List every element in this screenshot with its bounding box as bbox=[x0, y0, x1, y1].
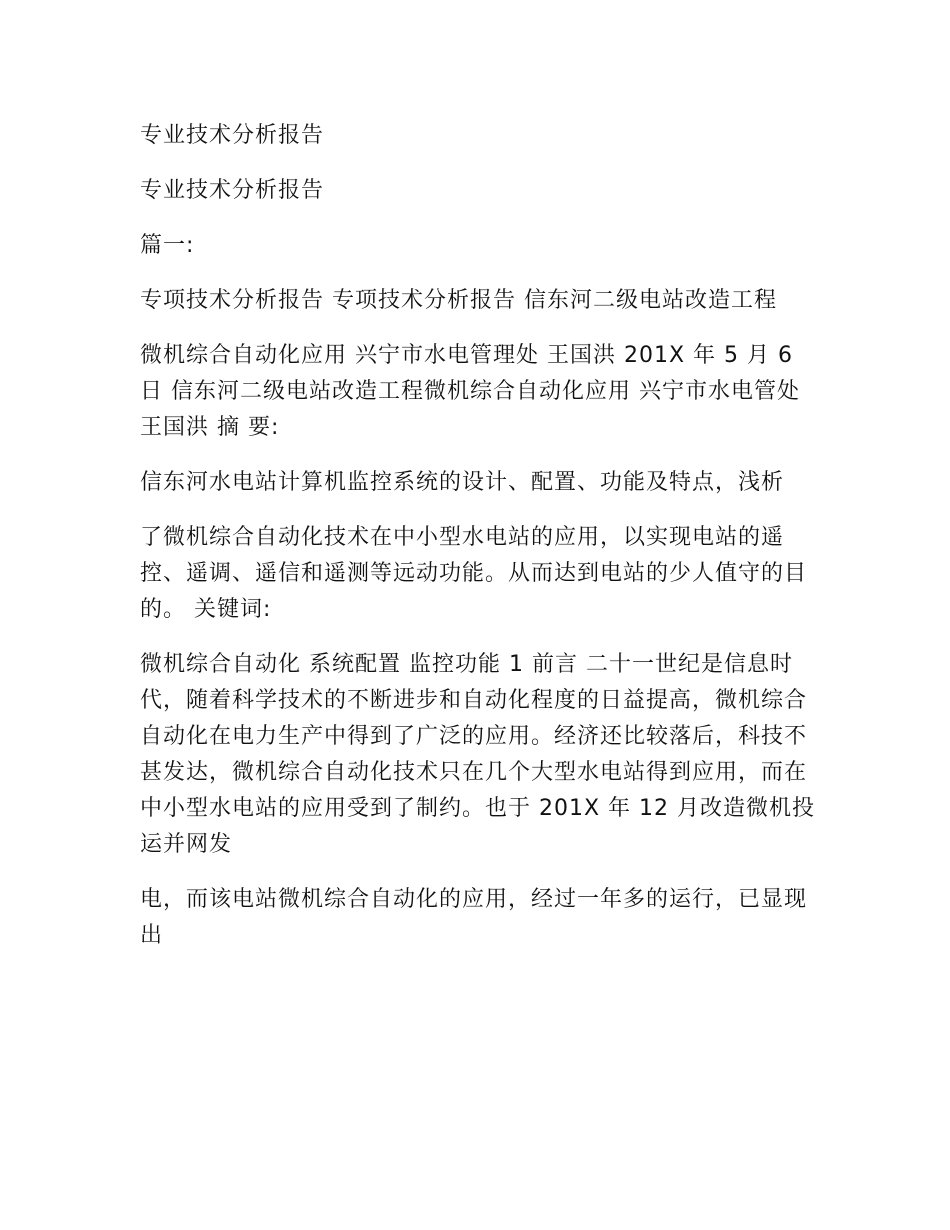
document-title: 专业技术分析报告 bbox=[140, 123, 325, 148]
section-heading: 篇一: bbox=[140, 233, 195, 258]
paragraph: 了微机综合自动化技术在中小型水电站的应用，以实现电站的遥控、遥调、遥信和遥测等远动功能。从而达到电站的少人值守的目的。 关键词: bbox=[140, 525, 808, 622]
paragraph: 微机综合自动化 系统配置 监控功能 1 前言 二十一世纪是信息时代，随着科学技术的不断进步和自动化程度的日益提高，微机综合自动化在电力生产中得到了广泛的应用。经济还比较落后，科技不甚发达，微机综合自动化技术只在几个大型水电站得到应用，而在中小型水电站的应用受到了制约。也于 201X 年 12 月改造微机投运并网发 bbox=[140, 652, 816, 857]
paragraph: 微机综合自动化应用 兴宁市水电管理处 王国洪 201X 年 5 月 6 日 信东河二级电站改造工程微机综合自动化应用 兴宁市水电管处 王国洪 摘 要: bbox=[140, 343, 800, 440]
paragraph: 信东河水电站计算机监控系统的设计、配置、功能及特点，浅析 bbox=[140, 470, 785, 495]
document-body bbox=[140, 118, 820, 973]
document-subtitle: 专业技术分析报告 bbox=[140, 178, 325, 203]
paragraph: 专项技术分析报告 专项技术分析报告 信东河二级电站改造工程 bbox=[140, 288, 777, 313]
paragraph: 电，而该电站微机综合自动化的应用，经过一年多的运行，已显现出 bbox=[140, 887, 808, 948]
